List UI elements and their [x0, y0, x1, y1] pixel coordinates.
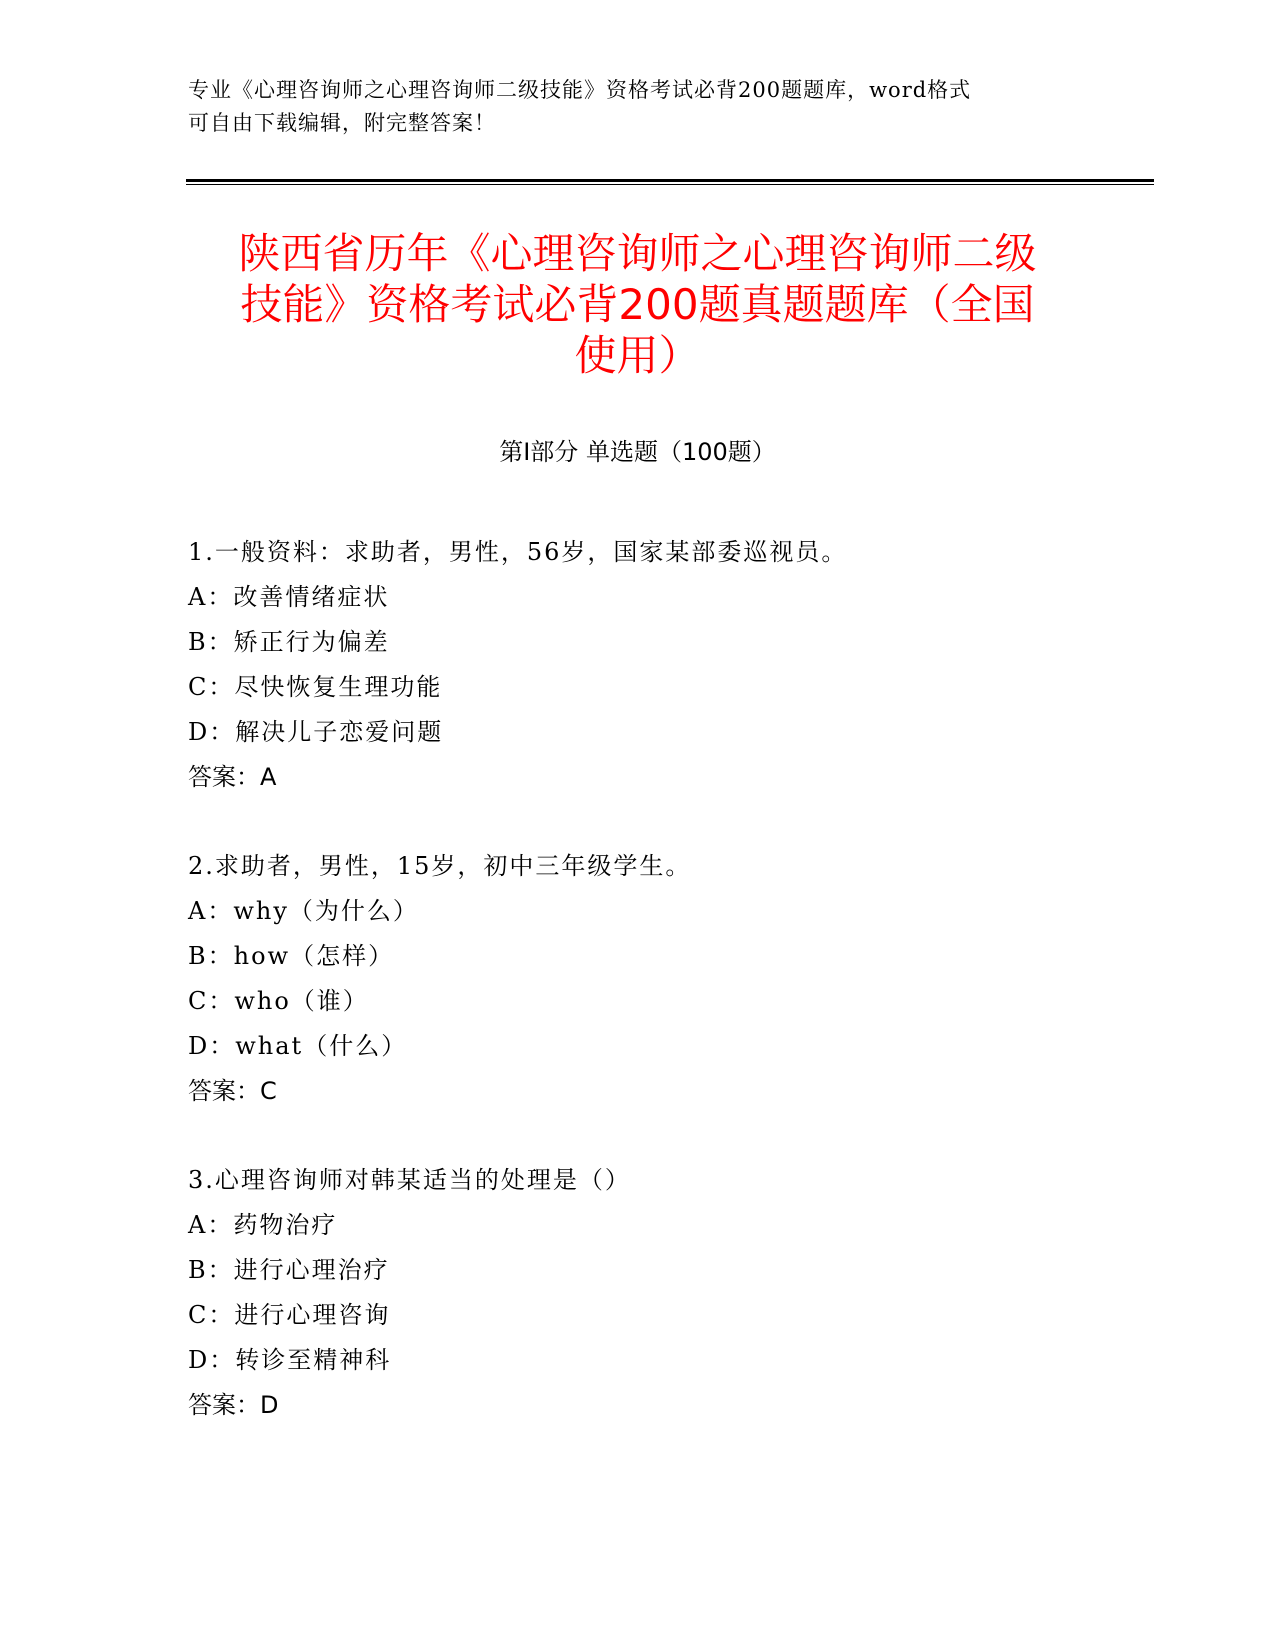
- answer: 答案：A: [188, 763, 277, 791]
- option-c: C：尽快恢复生理功能: [188, 673, 443, 701]
- option-b: B：进行心理治疗: [188, 1256, 390, 1284]
- question-list: [188, 530, 1148, 1472]
- question-3: [188, 1158, 1148, 1428]
- option-a: A：药物治疗: [188, 1211, 338, 1239]
- document-title-line-1: 陕西省历年《心理咨询师之心理咨询师二级: [238, 229, 1037, 278]
- option-d: D：解决儿子恋爱问题: [188, 718, 444, 746]
- question-2: [188, 844, 1148, 1114]
- document-title: [150, 228, 1125, 381]
- question-stem: 3.心理咨询师对韩某适当的处理是（）: [188, 1166, 631, 1194]
- question-stem: 2.求助者，男性，15岁，初中三年级学生。: [188, 852, 692, 880]
- question-1: [188, 530, 1148, 800]
- option-a: A：改善情绪症状: [188, 583, 390, 611]
- document-title-line-3: 使用）: [574, 331, 701, 380]
- question-stem: 1.一般资料：求助者，男性，56岁，国家某部委巡视员。: [188, 538, 848, 566]
- header-note-line-1: 专业《心理咨询师之心理咨询师二级技能》资格考试必背200题题库，word格式: [188, 78, 972, 102]
- option-d: D：转诊至精神科: [188, 1346, 392, 1374]
- answer: 答案：C: [188, 1077, 277, 1105]
- option-b: B：矫正行为偏差: [188, 628, 390, 656]
- header-note-line-2: 可自由下载编辑，附完整答案！: [188, 111, 496, 135]
- header-divider-thick: [186, 179, 1154, 182]
- header-note: [188, 74, 1088, 140]
- option-a: A：why（为什么）: [188, 897, 419, 925]
- option-c: C：进行心理咨询: [188, 1301, 391, 1329]
- option-b: B：how（怎样）: [188, 942, 395, 970]
- section-heading: 第Ⅰ部分 单选题（100题）: [499, 438, 776, 466]
- option-c: C：who（谁）: [188, 987, 369, 1015]
- document-title-line-2: 技能》资格考试必背200题真题题库（全国: [240, 280, 1035, 329]
- header-divider-thin: [186, 184, 1154, 185]
- option-d: D：what（什么）: [188, 1032, 408, 1060]
- answer: 答案：D: [188, 1391, 279, 1419]
